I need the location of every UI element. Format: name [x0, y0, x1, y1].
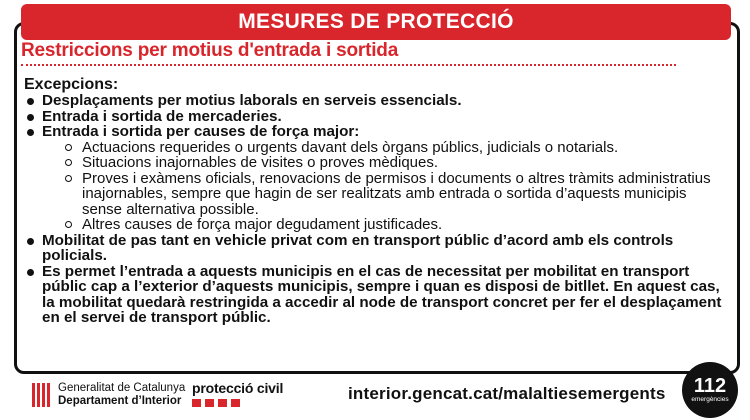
sublist-item: Proves i exàmens oficials, renovacions de permisos i documents o altres tràmits administratius inajornables, sempre que hagin de ser realitzats amb entrada o sortida d’aquests municipis sense alternativa possible.	[82, 171, 730, 218]
emergency-112-badge	[682, 362, 738, 418]
page-title: MESURES DE PROTECCIÓ	[238, 10, 514, 33]
dotted-divider	[21, 64, 676, 66]
website-link[interactable]: interior.gencat.cat/malaltiesemergents	[348, 384, 666, 403]
sublist-item: Actuacions requerides o urgents davant dels òrgans públics, judicials o notarials.	[82, 140, 730, 156]
department-name: Departament d’Interior	[58, 395, 182, 407]
title-banner	[21, 4, 731, 40]
list-item: Es permet l’entrada a aquests municipis en el cas de necessitat per mobilitat en transport públic cap a l’exterior d’aquests municipis, sempre i quan es disposi de bitllet. En aquest cas, la mobilitat quedarà restringida a accedir al node de transport concret per fer el desplaçament en el servei de transport públic.	[42, 264, 730, 326]
gencat-emblem-icon	[30, 382, 52, 408]
main-content	[24, 76, 730, 326]
force-majeure-sublist	[42, 140, 730, 233]
sublist-item: Altres causes de força major degudament justificades.	[82, 217, 730, 233]
badge-label: emergències	[691, 396, 729, 403]
gencat-name: Generalitat de Catalunya	[58, 382, 186, 394]
gencat-logo-block	[30, 382, 185, 408]
section-subtitle: Restriccions per motius d'entrada i sortida	[21, 40, 399, 61]
list-item: Desplaçaments per motius laborals en serveis essencials.	[42, 93, 730, 109]
proteccio-civil-logo	[192, 380, 283, 407]
badge-number: 112	[693, 375, 727, 397]
proteccio-civil-squares-icon	[192, 399, 283, 407]
footer	[0, 372, 750, 420]
exceptions-list	[24, 93, 730, 326]
proteccio-civil-text: protecció civil	[192, 380, 284, 396]
sublist-item: Situacions inajornables de visites o proves mèdiques.	[82, 155, 730, 171]
list-item-force-majeure	[42, 124, 730, 233]
exceptions-heading: Excepcions:	[24, 76, 119, 93]
list-item-label: Entrada i sortida per causes de força major:	[42, 123, 360, 140]
list-item: Mobilitat de pas tant en vehicle privat com en transport públic d’acord amb els controls policials.	[42, 233, 730, 264]
list-item: Entrada i sortida de mercaderies.	[42, 109, 730, 125]
